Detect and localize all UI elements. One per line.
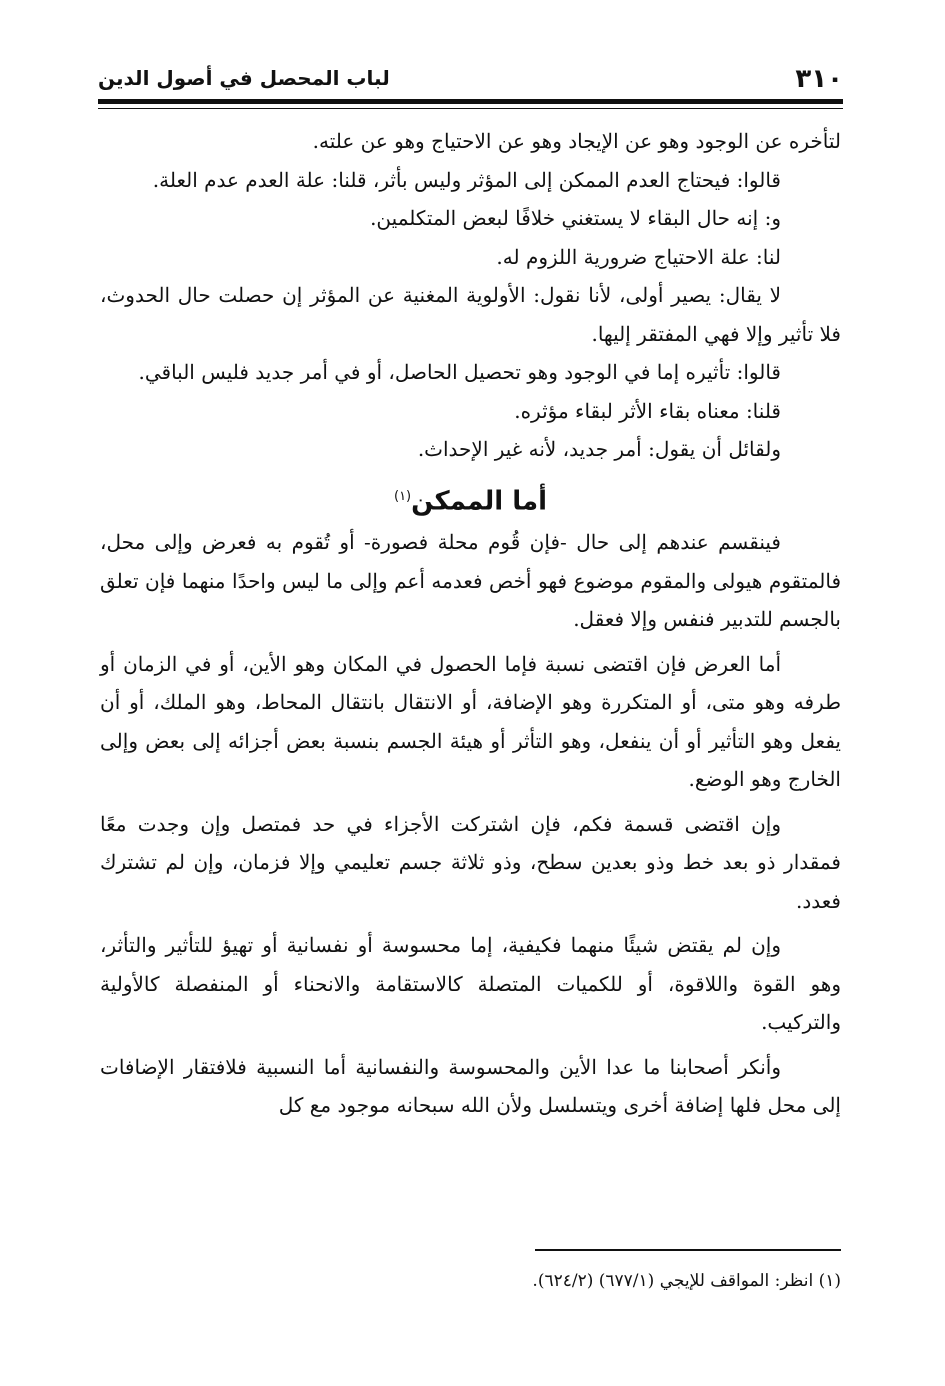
paragraph: وأنكر أصحابنا ما عدا الأين والمحسوسة والنفسانية أما النسبية فلافتقار الإضافات إلى محل فلها إضافة أخرى ويتسلسل ولأن الله سبحانه موجود مع كل bbox=[100, 1054, 841, 1118]
paragraph: لنا: علة الاحتياج ضرورية اللزوم له. bbox=[496, 244, 781, 269]
footnote-reference: (١) bbox=[393, 488, 412, 504]
paragraph: ولقائل أن يقول: أمر جديد، لأنه غير الإحداث. bbox=[417, 437, 781, 461]
page-number: ٣١٠ bbox=[795, 64, 843, 94]
paragraph: أما العرض فإن اقتضى نسبة فإما الحصول في المكان وهو الأين، أو في الزمان أو طرفه وهو متى، أو المتكررة وهو الإضافة، أو الانتقال بانتقال المحاط، وهو الملك، أو أن يفعل وهو التأثير أو أن ينفعل، وهو التأثر أو هيئة الجسم بنسبة بعض أجزائه إلى بعض وإلى الخارج وهو الوضع. bbox=[100, 651, 841, 792]
paragraph: لتأخره عن الوجود وهو عن الإيجاد وهو عن الاحتياج وهو عن علته. bbox=[312, 129, 841, 153]
running-header bbox=[98, 58, 843, 98]
footnote-separator bbox=[535, 1249, 841, 1251]
paragraph: فينقسم عندهم إلى حال -فإن قُوم محلة فصورة- أو تُقوم به فعرض وإلى محل، فالمتقوم هيولى والمقوم موضوع فهو أخص فعدمه أعم وإلى ما ليس واحدًا منهما فإن تعلق بالجسم للتدبير فنفس وإلا فعقل. bbox=[100, 530, 841, 632]
book-title: لباب المحصل في أصول الدين bbox=[98, 66, 390, 90]
paragraph: لا يقال: يصير أولى، لأنا نقول: الأولوية المغنية عن المؤثر إن حصلت حال الحدوث، فلا تأثير وإلا فهي المفتقر إليها. bbox=[100, 283, 841, 346]
paragraph: وإن لم يقتض شيئًا منهما فكيفية، إما محسوسة أو نفسانية أو تهيؤ للتأثير والتأثر، وهو القوة واللاقوة، أو للكميات المتصلة كالاستقامة والانحناء أو المنفصلة كالأولية والتركيب. bbox=[100, 933, 841, 1035]
paragraph: قالوا: فيحتاج العدم الممكن إلى المؤثر وليس بأثر، قلنا: علة العدم عدم العلة. bbox=[152, 167, 781, 192]
paragraph: قالوا: تأثيره إما في الوجود وهو تحصيل الحاصل، أو في أمر جديد فليس الباقي. bbox=[138, 360, 781, 384]
paragraph: و: إنه حال البقاء لا يستغني خلافًا لبعض المتكلمين. bbox=[370, 206, 781, 230]
section-heading-text: أما الممكن bbox=[411, 486, 548, 517]
header-rule bbox=[98, 99, 843, 104]
header-rule-thin bbox=[98, 108, 843, 109]
paragraph: قلنا: معناه بقاء الأثر لبقاء مؤثره. bbox=[514, 398, 781, 423]
section-heading bbox=[100, 475, 841, 524]
paragraph: وإن اقتضى قسمة فكم، فإن اشتركت الأجزاء في حد فمتصل وإن وجدت معًا فمقدار ذو بعد خط وذو بعدين سطح، وذو ثلاثة جسم تعليمي وإلا فزمان، وإن لم تشترك فعدد. bbox=[100, 811, 841, 913]
main-text bbox=[100, 122, 841, 1125]
footnote: (١) انظر: المواقف للإيجي (٦٧٧/١) (٦٢٤/٢). bbox=[532, 1271, 841, 1291]
